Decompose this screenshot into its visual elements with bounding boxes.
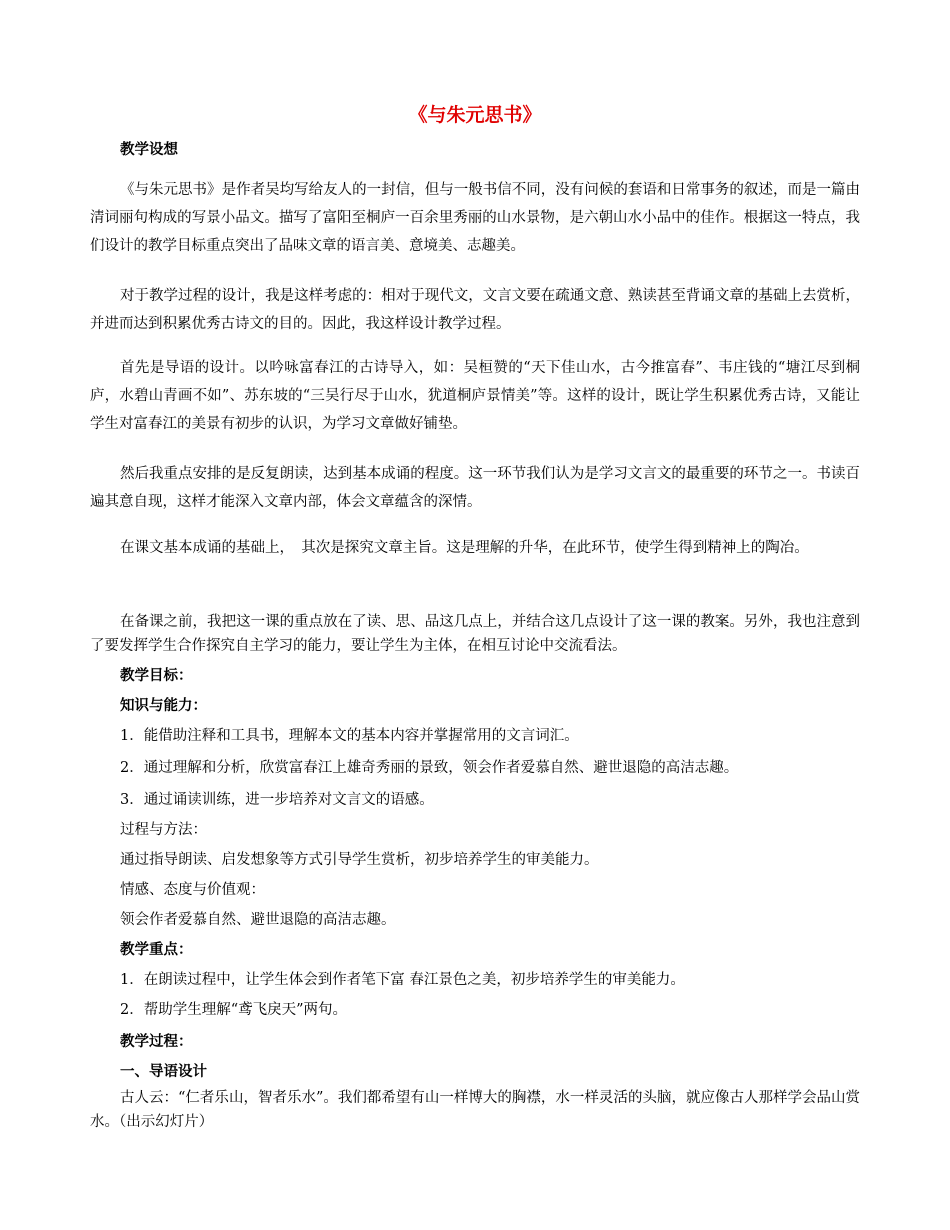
document-title: 《与朱元思书》 bbox=[408, 104, 542, 126]
list-item: 1．能借助注释和工具书，理解本文的基本内容并掌握常用的文言词汇。 bbox=[120, 728, 579, 744]
paragraph-reading: 然后我重点安排的是反复朗读，达到基本成诵的程度。这一环节我们认为是学习文言文的最重要的环节之一。书读百遍其意自现，这样才能深入文章内部，体会文章蕴含的深情。 bbox=[90, 466, 860, 510]
paragraph-process-design: 对于教学过程的设计，我是这样考虑的：相对于现代文，文言文要在疏通文意、熟读甚至背诵文章的基础上去赏析，并进而达到积累优秀古诗文的目的。因此，我这样设计教学过程。 bbox=[90, 288, 860, 332]
list-item: 1．在朗读过程中，让学生体会到作者笔下富 春江景色之美，初步培养学生的审美能力。 bbox=[120, 972, 685, 988]
text-process-method: 通过指导朗读、启发想象等方式引导学生赏析，初步培养学生的审美能力。 bbox=[120, 852, 599, 868]
list-item: 2．帮助学生理解“鸢飞戾天”两句。 bbox=[120, 1002, 348, 1018]
heading-goals: 教学目标： bbox=[120, 668, 193, 684]
paragraph-theme: 在课文基本成诵的基础上， 其次是探究文章主旨。这是理解的升华，在此环节，使学生得到精神上的陶冶。 bbox=[120, 540, 809, 556]
heading-knowledge: 知识与能力： bbox=[120, 698, 207, 714]
heading-design: 教学设想 bbox=[120, 142, 178, 158]
paragraph-preparation: 在备课之前，我把这一课的重点放在了读、思、品这几点上，并结合这几点设计了这一课的教案。另外，我也注意到了要发挥学生合作探究自主学习的能力，要让学生为主体，在相互讨论中交流看法。 bbox=[90, 614, 860, 654]
label-emotion: 情感、态度与价值观： bbox=[120, 882, 265, 898]
heading-key-points: 教学重点： bbox=[120, 942, 193, 958]
heading-teaching-process: 教学过程： bbox=[120, 1034, 193, 1050]
paragraph-lead-in: 首先是导语的设计。以吟咏富春江的古诗导入，如：吴桓赞的“天下佳山水，古今推富春”、韦庄钱的“塘江尽到桐庐，水碧山青画不如”、苏东坡的“三吴行尽于山水，犹道桐庐景情美”等。这样的设计，既让学生积累优秀古诗，又能让学生对富春江的美景有初步的认识，为学习文章做好铺垫。 bbox=[90, 360, 860, 432]
list-item: 3．通过诵读训练，进一步培养对文言文的语感。 bbox=[120, 792, 434, 808]
heading-intro-design: 一、导语设计 bbox=[120, 1064, 207, 1080]
paragraph-intro-text: 古人云：“仁者乐山，智者乐水”。我们都希望有山一样博大的胸襟，水一样灵活的头脑，就应像古人那样学会品山赏水。（出示幻灯片） bbox=[90, 1090, 860, 1130]
label-process-method: 过程与方法： bbox=[120, 822, 207, 838]
paragraph-intro: 《与朱元思书》是作者吴均写给友人的一封信，但与一般书信不同，没有问候的套语和日常事务的叙述，而是一篇由清词丽句构成的写景小品文。描写了富阳至桐庐一百余里秀丽的山水景物，是六朝山水小品中的佳作。根据这一特点，我们设计的教学目标重点突出了品味文章的语言美、意境美、志趣美。 bbox=[90, 182, 860, 254]
text-emotion: 领会作者爱慕自然、避世退隐的高洁志趣。 bbox=[120, 912, 396, 928]
list-item: 2．通过理解和分析，欣赏富春江上雄奇秀丽的景致，领会作者爱慕自然、避世退隐的高洁志趣。 bbox=[120, 760, 739, 776]
